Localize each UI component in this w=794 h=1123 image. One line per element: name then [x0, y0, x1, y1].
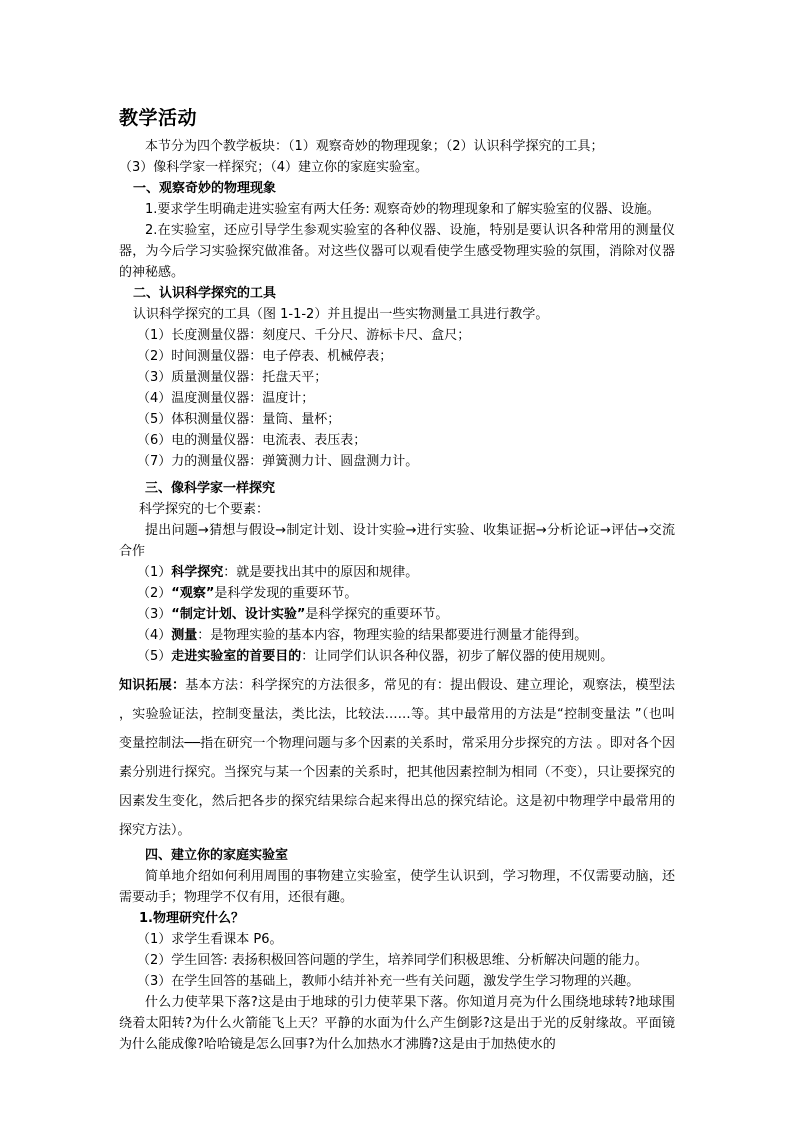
section-3-heading: 三、像科学家一样探究: [145, 481, 276, 496]
knowledge-extension: [119, 671, 675, 845]
list-item: （6）电的测量仪器：电流表、表压表；: [137, 433, 367, 448]
list-item: （1）长度测量仪器：刻度尺、千分尺、游标卡尺、盒尺；: [137, 328, 471, 343]
page-title: 教学活动: [119, 107, 198, 129]
document-page: [119, 103, 675, 1055]
inquiry-steps: 提出问题→猜想与假设→制定计划、设计实验→进行实验、收集证据→分析论证→评估→交流合作: [119, 523, 675, 559]
section-4-heading: 四、建立你的家庭实验室: [145, 848, 289, 863]
list-item: （2）时间测量仪器：电子停表、机械停表；: [137, 349, 393, 364]
list-item: （5）走进实验室的首要目的：让同学们认识各种仪器，初步了解仪器的使用规则。: [137, 649, 614, 664]
knowledge-text: 基本方法：科学探究的方法很多，常见的有：提出假设、建立理论，观察法，模型法 ，实验验证法，控制变量法，类比法，比较法……等。其中最常用的方法是“控制变量法 ”（也叫变量控制法──指在研究一个物理问题与多个因素的关系时，常采用分步探究的方法 。即对各个因素分别进行探究。当探究与某一个因素的关系时，把其他因素控制为相同（不变），只让要探究的因素发生变化，然后把各步的探究结果综合起来得出总的探究结论。这是初中物理学中最常用的探究方法）。: [119, 678, 675, 838]
section-2-heading: 二、认识科学探究的工具: [133, 286, 277, 301]
section-4-paragraph: 简单地介绍如何利用周围的事物建立实验室，使学生认识到，学习物理，不仅需要动脑，还需要动手；物理学不仅有用，还很有趣。: [119, 869, 675, 905]
section-3-lead: 科学探究的七个要素：: [139, 502, 270, 517]
section-4-closing-paragraph: 什么力使苹果下落?这是由于地球的引力使苹果下落。你知道月亮为什么围绕地球转?地球围绕着太阳转?为什么火箭能飞上天？平静的水面为什么产生倒影?这是出于光的反射缘故。平面镜为什么能成像?哈哈镜是怎么回事?为什么加热水才沸腾?这是由于加热使水的: [119, 995, 675, 1052]
list-item: （2）“观察”是科学发现的重要环节。: [137, 586, 358, 601]
knowledge-label: 知识拓展：: [119, 678, 186, 693]
list-item: （1）科学探究：就是要找出其中的原因和规律。: [137, 565, 419, 580]
list-item: （4）温度测量仪器：温度计；: [137, 391, 315, 406]
list-item: （1）求学生看课本 P6。: [137, 932, 283, 947]
list-item: （4）测量：是物理实验的基本内容，物理实验的结果都要进行测量才能得到。: [137, 628, 588, 643]
intro-line-2: （3）像科学家一样探究；（4）建立你的家庭实验室。: [119, 160, 429, 175]
section-1-paragraph-1: 1.要求学生明确走进实验室有两大任务: 观察奇妙的物理现象和了解实验室的仪器、设施。: [145, 202, 660, 217]
list-item: （2）学生回答: 表扬积极回答问题的学生，培养同学们积极思维、分析解决问题的能力。: [137, 953, 648, 968]
list-item: （3）在学生回答的基础上，教师小结并补充一些有关问题，激发学生学习物理的兴趣。: [137, 974, 640, 989]
list-item: （7）力的测量仪器：弹簧测力计、圆盘测力计。: [137, 454, 419, 469]
section-1-paragraph-2: 2.在实验室，还应引导学生参观实验室的各种仪器、设施，特别是要认识各种常用的测量仪器，为今后学习实验探究做准备。对这些仪器可以观看使学生感受物理实验的氛围，消除对仪器的神秘感。: [119, 223, 675, 280]
intro-line-1: 本节分为四个教学板块：（1）观察奇妙的物理现象；（2）认识科学探究的工具；: [145, 139, 604, 154]
section-2-lead: 认识科学探究的工具（图 1-1-2）并且提出一些实物测量工具进行教学。: [133, 307, 549, 322]
list-item: （3）“制定计划、设计实验”是科学探究的重要环节。: [137, 607, 449, 622]
list-item: （5）体积测量仪器：量筒、量杯；: [137, 412, 341, 427]
list-item: （3）质量测量仪器：托盘天平；: [137, 370, 328, 385]
sub-heading: 1.物理研究什么？: [139, 911, 244, 926]
section-1-heading: 一、观察奇妙的物理现象: [133, 181, 277, 196]
